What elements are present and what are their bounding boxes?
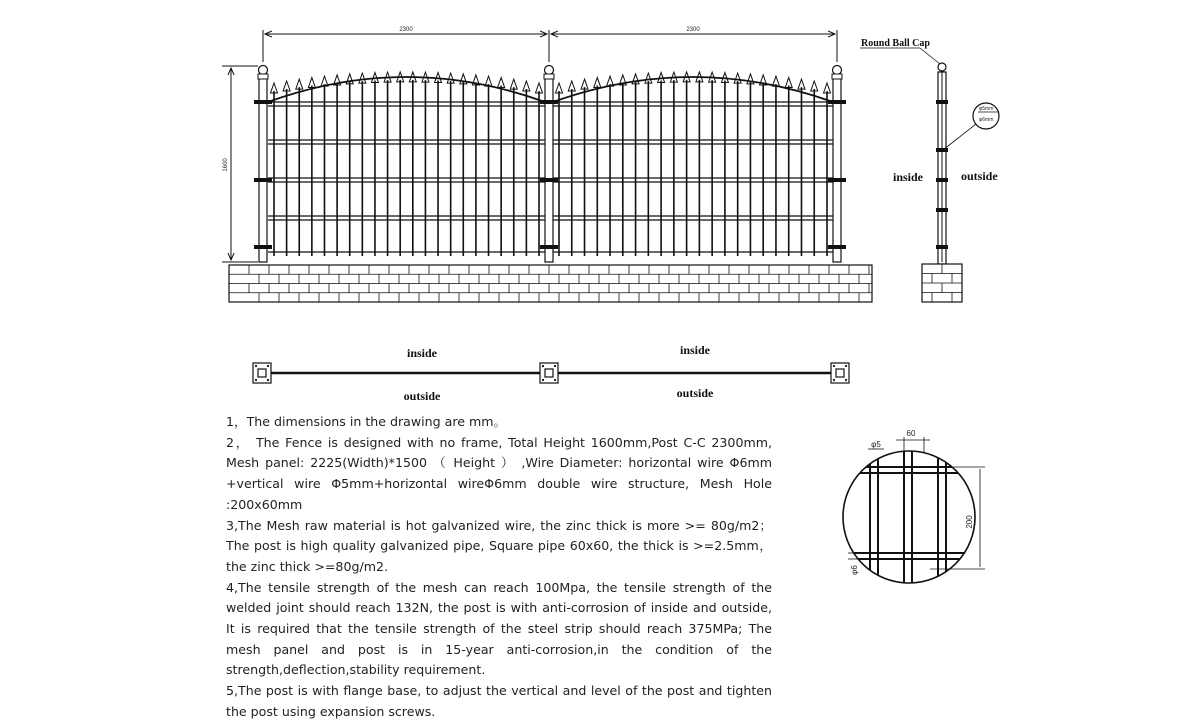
panel-arch-rail: [268, 77, 545, 102]
post-cap-collar: [258, 74, 268, 79]
fence-post: [545, 78, 553, 262]
post-ball-cap: [833, 66, 842, 75]
fence-post: [259, 78, 267, 262]
plan-anchor-bolt: [845, 365, 847, 367]
plan-anchor-bolt: [267, 365, 269, 367]
post-ball-cap: [259, 66, 268, 75]
plan-anchor-bolt: [845, 379, 847, 381]
plan-anchor-bolt: [267, 379, 269, 381]
mesh-hole-detail: [843, 437, 985, 583]
plan-anchor-bolt: [255, 379, 257, 381]
mesh-dim-200: 200: [965, 515, 974, 529]
dim-panel-right: 2300: [686, 27, 700, 33]
mesh-dim-phi6: φ6: [850, 565, 859, 575]
post-clamp: [540, 100, 558, 104]
side-outside-label: outside: [961, 169, 998, 183]
post-clamp: [254, 245, 272, 249]
panel-arch-rail: [553, 77, 833, 102]
plan-outside-right: outside: [676, 386, 714, 400]
tube-detail-leader: [943, 124, 976, 150]
post-clamp: [828, 100, 846, 104]
plan-view: [253, 363, 849, 383]
post-clamp: [540, 178, 558, 182]
plan-anchor-bolt: [542, 365, 544, 367]
note-item: 3,The Mesh raw material is hot galvanized wire, the zinc thick is more >= 80g/m2； The post is high quality galvanized pipe, Square pipe 60x60, the thick is >=2.5mm，the zinc thick >=80g/m2.: [226, 517, 772, 574]
plan-post-section: [545, 369, 553, 377]
round-ball-cap-leader-2: [920, 48, 940, 64]
plan-inside-right: inside: [679, 343, 711, 357]
plan-inside-left: inside: [406, 346, 438, 360]
plan-anchor-bolt: [833, 379, 835, 381]
post-cap-collar: [544, 74, 554, 79]
plan-anchor-bolt: [542, 379, 544, 381]
post-ball-cap: [545, 66, 554, 75]
dim-panel-left: 2300: [399, 27, 413, 33]
brick-wall: [229, 265, 872, 302]
specification-notes: [226, 412, 772, 723]
post-clamp: [828, 178, 846, 182]
fence-post: [833, 78, 841, 262]
note-item: 5,The post is with flange base, to adjust the vertical and level of the post and tighten the post using expansion screws.: [226, 683, 772, 719]
post-clamp: [540, 245, 558, 249]
side-ball-cap: [938, 63, 946, 71]
post-clamp: [254, 178, 272, 182]
plan-outside-left: outside: [403, 389, 441, 403]
plan-post-section: [258, 369, 266, 377]
dim-height: 1600: [223, 158, 229, 172]
note-item: 4,The tensile strength of the mesh can reach 100Mpa, the tensile strength of the welded joint should reach 132N, the post is with anti-corrosion of inside and outside, It is required that the tensile strength of the steel strip should reach 375MPa; The mesh panel and post is in 15-year anti-corrosion,in the condition of the strength,deflection,stability requirement.: [226, 579, 772, 678]
tube-detail-1: φ5mm: [979, 106, 994, 112]
plan-anchor-bolt: [554, 379, 556, 381]
front-elevation: [254, 66, 846, 263]
note-item: 1，The dimensions in the drawing are mm。: [226, 414, 507, 429]
mesh-detail-circle: [843, 451, 975, 583]
post-clamp: [254, 100, 272, 104]
side-inside-label: inside: [893, 170, 924, 184]
plan-anchor-bolt: [255, 365, 257, 367]
post-cap-collar: [832, 74, 842, 79]
plan-anchor-bolt: [554, 365, 556, 367]
post-clamp: [828, 245, 846, 249]
mesh-dim-60: 60: [906, 429, 916, 438]
plan-post-section: [836, 369, 844, 377]
note-item: 2， The Fence is designed with no frame, Total Height 1600mm,Post C-C 2300mm, Mesh panel: 2225(Width)*1500 （ Height ） ,Wire Diameter: horizontal wire Φ6mm +vertical wire Φ5mm+horizontal wireΦ6mm double wire structure, Mesh Hole :200x60mm: [226, 434, 772, 512]
plan-anchor-bolt: [833, 365, 835, 367]
tube-detail-2: φ6mm: [979, 117, 994, 123]
top-dimension-lines: [263, 30, 837, 62]
mesh-dim-phi5: φ5: [871, 440, 881, 449]
round-ball-cap-label: Round Ball Cap: [861, 38, 930, 49]
side-view: [922, 63, 962, 302]
